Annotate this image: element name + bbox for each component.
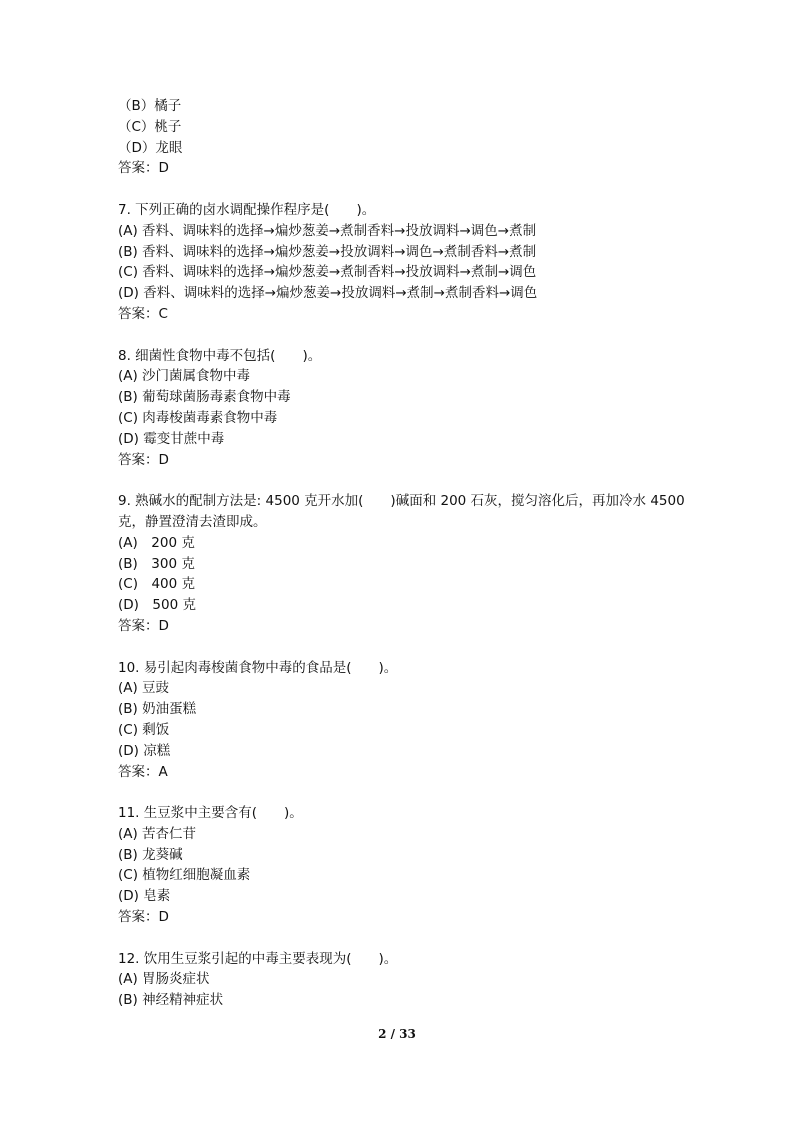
question-text: 7. 下列正确的卤水调配操作程序是( )。: [118, 201, 376, 218]
answer: 答案：D: [118, 160, 169, 177]
option-a: (A) 香料、调味料的选择→煸炒葱姜→煮制香料→投放调料→调色→煮制: [118, 222, 537, 239]
spacer: [118, 928, 708, 949]
question-text: 11. 生豆浆中主要含有( )。: [118, 805, 303, 822]
question-12: [118, 949, 708, 1011]
option-b: (B) 葡萄球菌肠毒素食物中毒: [118, 389, 291, 406]
option-b: (B) 香料、调味料的选择→煸炒葱姜→投放调料→调色→煮制香料→煮制: [118, 243, 537, 260]
option-b: (B) 300 克: [118, 555, 195, 572]
answer: 答案：D: [118, 909, 169, 926]
option-c: (C) 香料、调味料的选择→煸炒葱姜→煮制香料→投放调料→煮制→调色: [118, 264, 537, 281]
question-7: [118, 200, 708, 325]
question-text: 8. 细菌性食物中毒不包括( )。: [118, 347, 322, 364]
page-number: 2 / 33: [378, 1027, 416, 1041]
answer: 答案：D: [118, 617, 169, 634]
option-d: (D) 凉糕: [118, 742, 171, 759]
question-9: [118, 491, 708, 637]
question-text: 10. 易引起肉毒梭菌食物中毒的食品是( )。: [118, 659, 398, 676]
question-text: 9. 熟碱水的配制方法是: 4500 克开水加( )碱面和 200 石灰，搅匀溶化后，再加冷水 4500 克，静置澄清去渣即成。: [118, 493, 685, 530]
option-a: (A) 沙门菌属食物中毒: [118, 368, 251, 385]
spacer: [118, 782, 708, 803]
option-d: （D）龙眼: [118, 139, 183, 156]
question-8: [118, 346, 708, 471]
option-a: (A) 豆豉: [118, 680, 170, 697]
question-10: [118, 658, 708, 783]
option-c: （C）桃子: [118, 118, 182, 135]
option-a: (A) 200 克: [118, 534, 195, 551]
option-c: (C) 剩饭: [118, 721, 170, 738]
question-list: [118, 96, 708, 1011]
spacer: [118, 179, 708, 200]
option-b: (B) 龙葵碱: [118, 846, 183, 863]
answer: 答案：D: [118, 451, 169, 468]
option-b: （B）橘子: [118, 98, 182, 114]
answer: 答案：A: [118, 763, 168, 780]
spacer: [118, 470, 708, 491]
option-a: (A) 苦杏仁苷: [118, 825, 197, 842]
spacer: [118, 637, 708, 658]
option-c: (C) 400 克: [118, 576, 196, 593]
option-c: (C) 肉毒梭菌毒素食物中毒: [118, 409, 278, 426]
spacer: [118, 325, 708, 346]
option-d: (D) 香料、调味料的选择→煸炒葱姜→投放调料→煮制→煮制香料→调色: [118, 285, 538, 302]
option-c: (C) 植物红细胞凝血素: [118, 867, 251, 884]
option-d: (D) 皂素: [118, 888, 171, 905]
question-11: [118, 803, 708, 928]
answer: 答案：C: [118, 305, 168, 322]
option-d: (D) 500 克: [118, 597, 196, 614]
option-d: (D) 霉变甘蔗中毒: [118, 430, 225, 447]
option-a: (A) 胃肠炎症状: [118, 971, 210, 988]
question-6-tail: [118, 96, 708, 179]
option-b: (B) 神经精神症状: [118, 992, 224, 1009]
question-text: 12. 饮用生豆浆引起的中毒主要表现为( )。: [118, 950, 398, 967]
option-b: (B) 奶油蛋糕: [118, 701, 197, 718]
